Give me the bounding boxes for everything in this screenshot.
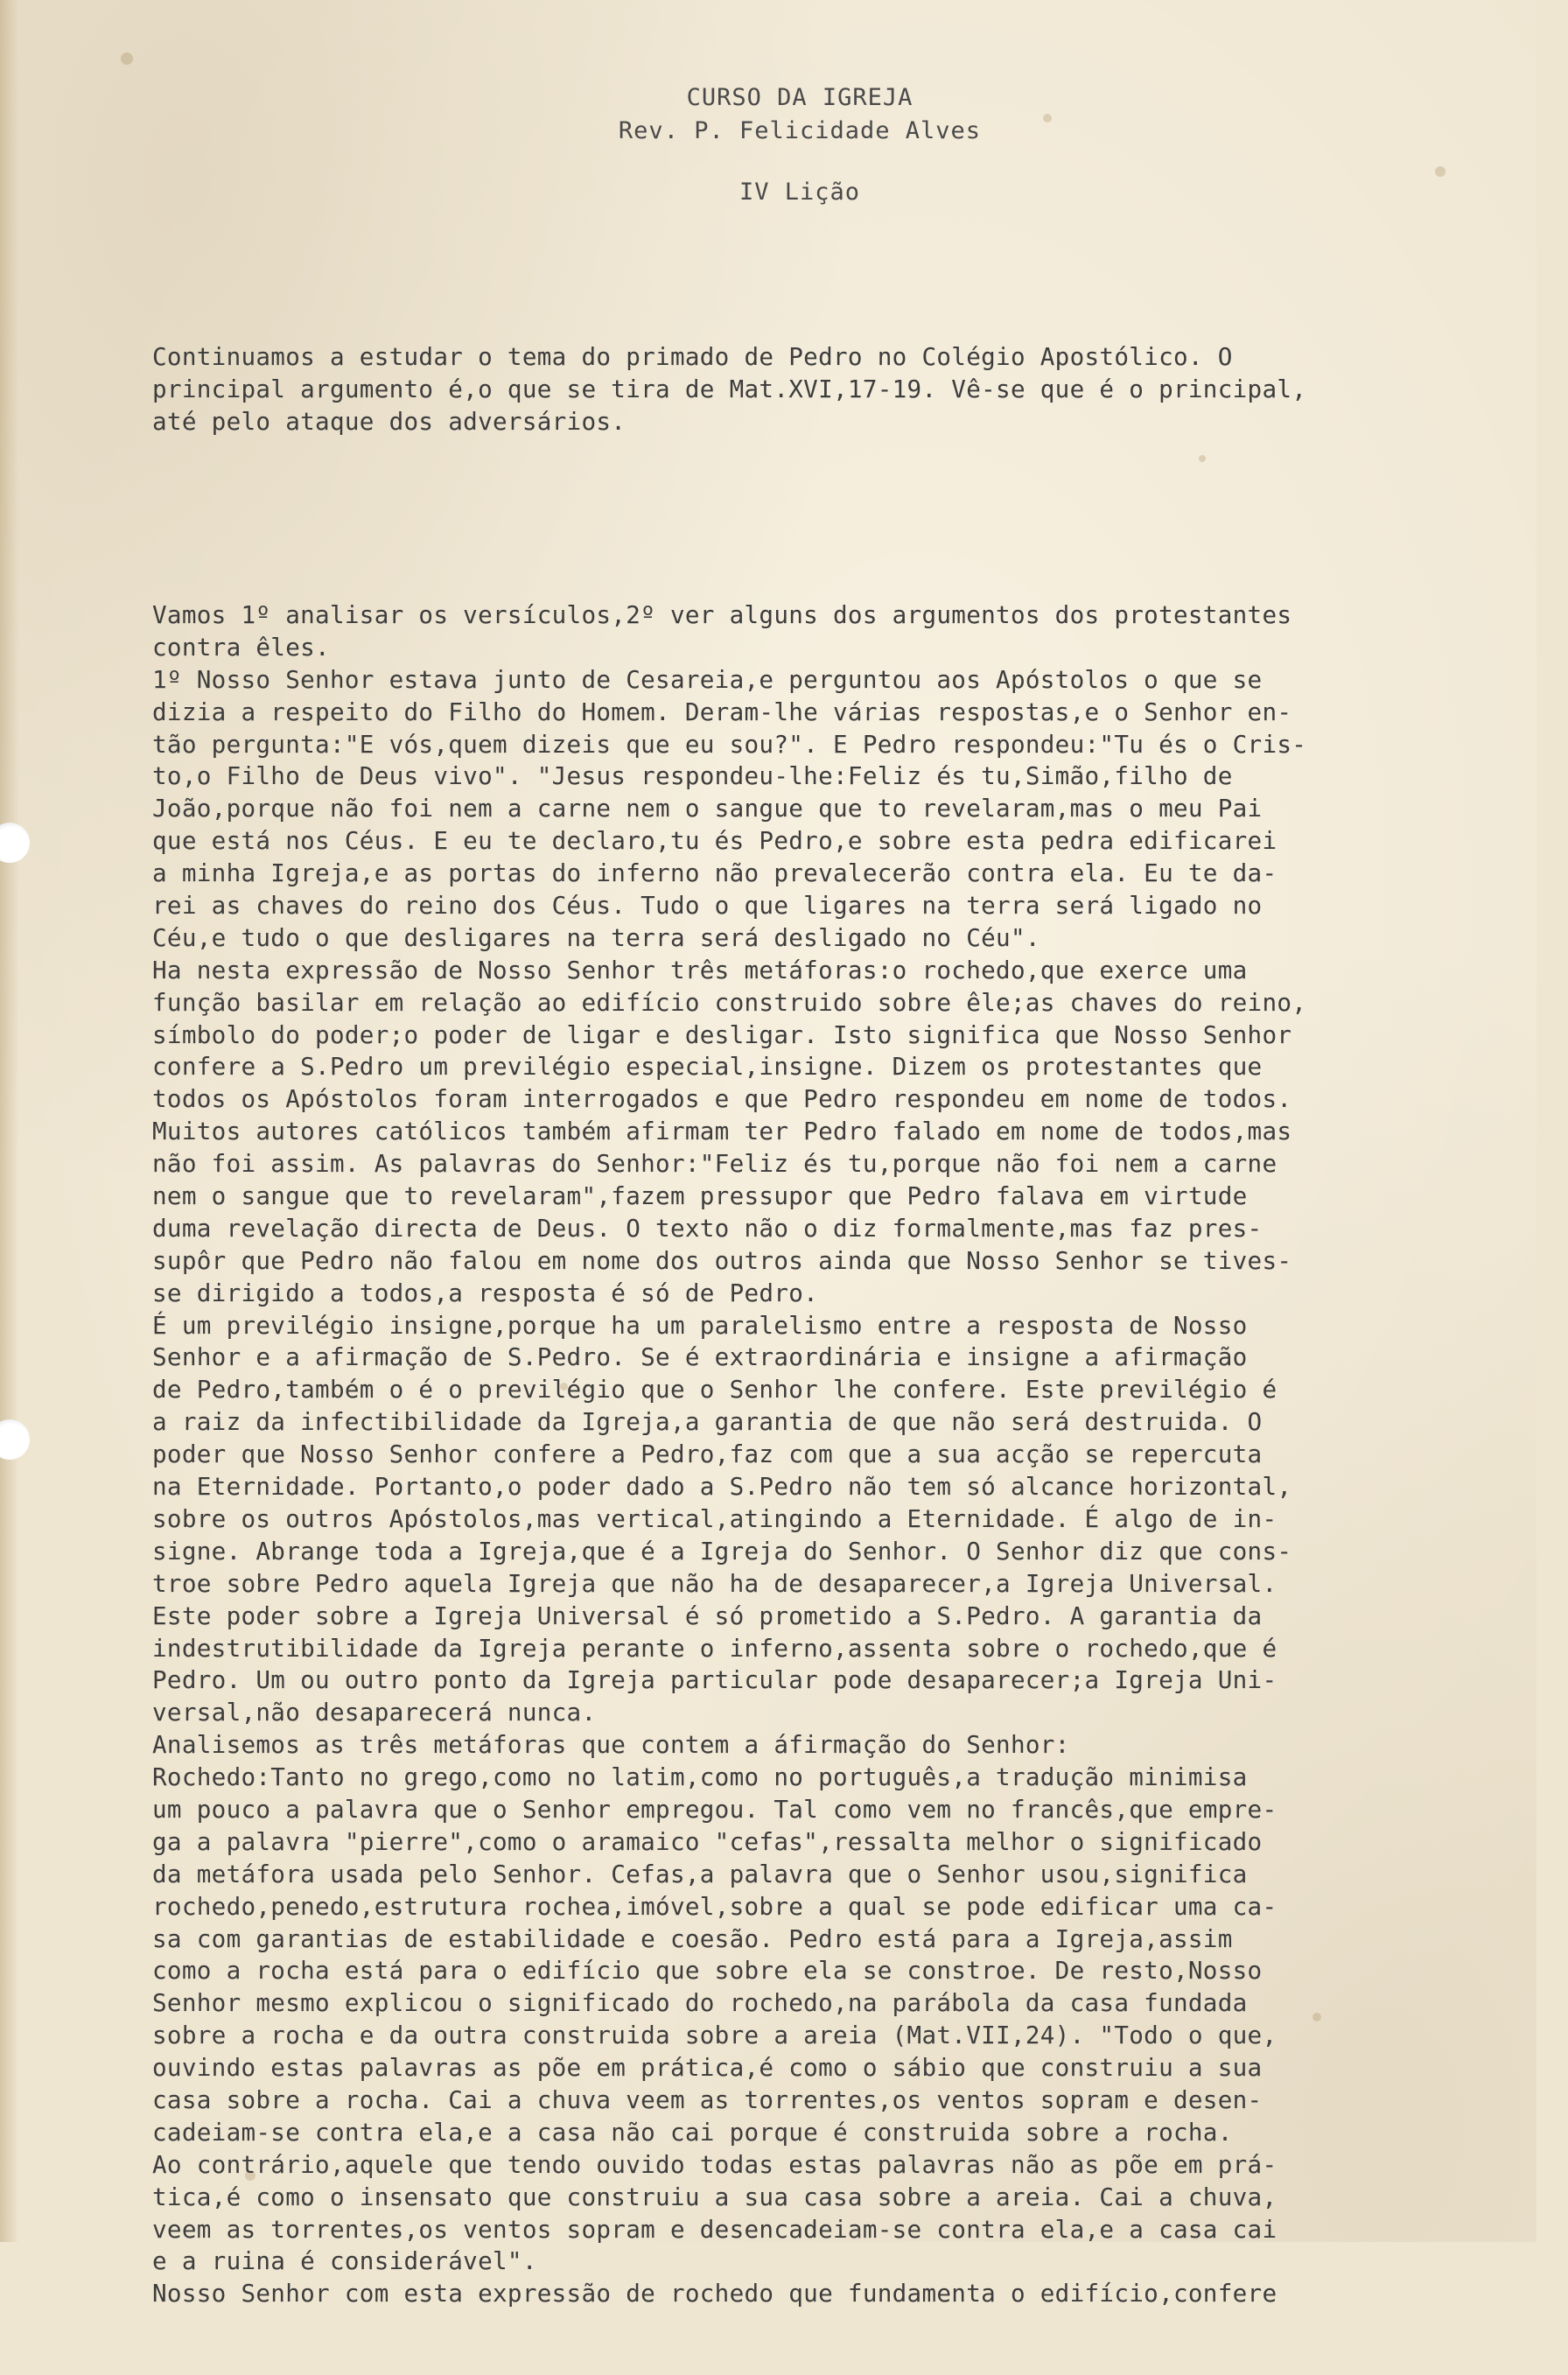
text-line: e a ruina é considerável". — [152, 2246, 537, 2276]
text-line: Este poder sobre a Igreja Universal é só prometido a S.Pedro. A garantia da — [152, 1601, 1263, 1630]
text-line: Senhor e a afirmação de S.Pedro. Se é extraordinária e insigne a afirmação — [152, 1342, 1248, 1372]
text-line: a raiz da infectibilidade da Igreja,a garantia de que não será destruida. O — [152, 1407, 1263, 1437]
text-line: dizia a respeito do Filho do Homem. Deram-lhe várias respostas,e o Senhor en- — [152, 697, 1292, 726]
text-line: Céu,e tudo o que desligares na terra será desligado no Céu". — [152, 922, 1040, 952]
text-line: da metáfora usada pelo Senhor. Cefas,a palavra que o Senhor usou,significa — [152, 1859, 1248, 1888]
text-line: rei as chaves do reino dos Céus. Tudo o que ligares na terra será ligado no — [152, 891, 1263, 921]
text-line: na Eternidade. Portanto,o poder dado a S.Pedro não tem só alcance horizontal, — [152, 1472, 1292, 1502]
course-title: CURSO DA IGREJA — [686, 84, 914, 111]
author-line: Rev. P. Felicidade Alves — [618, 117, 982, 144]
text-line: Ha nesta expressão de Nosso Senhor três metáforas:o rochedo,que exerce uma — [152, 955, 1248, 984]
text-line: tão pergunta:"E vós,quem dizeis que eu sou?". E Pedro respondeu:"Tu és o Cris- — [152, 729, 1307, 759]
text-line: Nosso Senhor com esta expressão de rochedo que fundamenta o edifício,confere — [152, 2279, 1278, 2308]
text-line: contra êles. — [152, 632, 330, 662]
text-line: duma revelação directa de Deus. O texto não o diz formalmente,mas faz pres- — [152, 1213, 1263, 1243]
text-line: signe. Abrange toda a Igreja,que é a Igreja do Senhor. O Senhor diz que cons- — [152, 1536, 1292, 1566]
punch-hole — [0, 1419, 30, 1460]
text-line: nem o sangue que to revelaram",fazem pressupor que Pedro falava em virtude — [152, 1181, 1248, 1211]
text-line: 1º Nosso Senhor estava junto de Cesareia,e perguntou aos Apóstolos o que se — [152, 664, 1263, 694]
paper-stain — [1435, 166, 1446, 177]
lesson-heading: IV Lição — [738, 179, 861, 206]
text-line: todos os Apóstolos foram interrogados e que Pedro respondeu em nome de todos. — [152, 1084, 1292, 1114]
text-line: Pedro. Um ou outro ponto da Igreja particular pode desaparecer;a Igreja Uni- — [152, 1665, 1278, 1695]
text-line: cadeiam-se contra ela,e a casa não cai porque é construida sobre a rocha. — [152, 2117, 1233, 2147]
text-line: ga a palavra "pierre",como o aramaico "cefas",ressalta melhor o significado — [152, 1826, 1263, 1856]
text-line: não foi assim. As palavras do Senhor:"Feliz és tu,porque não foi nem a carne — [152, 1149, 1278, 1179]
text-line: de Pedro,também o é o previlégio que o Senhor lhe confere. Este previlégio é — [152, 1375, 1278, 1405]
text-line: Senhor mesmo explicou o significado do rochedo,na parábola da casa fundada — [152, 1988, 1248, 2018]
text-line: principal argumento é,o que se tira de Mat.XVI,17-19. Vê-se que é o principal, — [152, 374, 1307, 403]
text-line: até pelo ataque dos adversários. — [152, 406, 626, 436]
text-line: que está nos Céus. E eu te declaro,tu és Pedro,e sobre esta pedra edificarei — [152, 826, 1278, 856]
text-line: confere a S.Pedro um previlégio especial,insigne. Dizem os protestantes que — [152, 1052, 1263, 1082]
text-line: veem as torrentes,os ventos sopram e desencadeiam-se contra ela,e a casa cai — [152, 2214, 1278, 2244]
punch-hole — [0, 823, 30, 863]
text-line: sobre os outros Apóstolos,mas vertical,atingindo a Eternidade. É algo de in- — [152, 1503, 1278, 1533]
text-line: sa com garantias de estabilidade e coesão. Pedro está para a Igreja,assim — [152, 1923, 1233, 1953]
text-line: função basilar em relação ao edifício construido sobre êle;as chaves do reino, — [152, 987, 1307, 1017]
text-line: João,porque não foi nem a carne nem o sangue que to revelaram,mas o meu Pai — [152, 794, 1263, 823]
text-line: troe sobre Pedro aquela Igreja que não ha de desaparecer,a Igreja Universal. — [152, 1568, 1278, 1598]
text-line: Continuamos a estudar o tema do primado de Pedro no Colégio Apostólico. O — [152, 341, 1233, 371]
document-body — [152, 277, 1500, 2375]
text-line: versal,não desaparecerá nunca. — [152, 1698, 597, 1727]
text-line: to,o Filho de Deus vivo". "Jesus respondeu-lhe:Feliz és tu,Simão,filho de — [152, 761, 1233, 791]
text-line: indestrutibilidade da Igreja perante o inferno,assenta sobre o rochedo,que é — [152, 1633, 1278, 1663]
text-line: rochedo,penedo,estrutura rochea,imóvel,sobre a qual se pode edificar uma ca- — [152, 1891, 1278, 1921]
text-line: como a rocha está para o edifício que sobre ela se constroe. De resto,Nosso — [152, 1956, 1263, 1986]
paragraph-gap — [152, 502, 1500, 535]
text-line: Rochedo:Tanto no grego,como no latim,como no português,a tradução minimisa — [152, 1762, 1248, 1792]
text-line: Vamos 1º analisar os versículos,2º ver alguns dos argumentos dos protestantes — [152, 600, 1292, 629]
paragraph-intro — [152, 341, 1500, 438]
text-line: casa sobre a rocha. Cai a chuva veem as torrentes,os ventos sopram e desen- — [152, 2084, 1263, 2114]
text-line: supôr que Pedro não falou em nome dos outros ainda que Nosso Senhor se tives- — [152, 1245, 1292, 1275]
text-line: poder que Nosso Senhor confere a Pedro,faz com que a sua acção se repercuta — [152, 1440, 1263, 1469]
text-line: Analisemos as três metáforas que contem a áfirmação do Senhor: — [152, 1730, 1070, 1760]
text-line: símbolo do poder;o poder de ligar e desligar. Isto significa que Nosso Senhor — [152, 1019, 1292, 1049]
paper-stain — [121, 53, 133, 65]
paper-edge-shadow — [0, 0, 19, 2242]
text-line: a minha Igreja,e as portas do inferno não prevalecerão contra ela. Eu te da- — [152, 858, 1278, 888]
text-line: Muitos autores católicos também afirmam ter Pedro falado em nome de todos,mas — [152, 1117, 1292, 1146]
text-line: É um previlégio insigne,porque ha um paralelismo entre a resposta de Nosso — [152, 1310, 1248, 1340]
text-line: se dirigido a todos,a resposta é só de Pedro. — [152, 1278, 819, 1307]
text-line: um pouco a palavra que o Senhor empregou. Tal como vem no francês,que empre- — [152, 1794, 1278, 1824]
text-line: Ao contrário,aquele que tendo ouvido todas estas palavras não as põe em prá- — [152, 2149, 1278, 2179]
text-line: sobre a rocha e da outra construida sobre a areia (Mat.VII,24). "Todo o que, — [152, 2021, 1278, 2050]
paragraph-main — [152, 599, 1500, 2310]
text-line: tica,é como o insensato que construiu a sua casa sobre a areia. Cai a chuva, — [152, 2182, 1278, 2211]
text-line: ouvindo estas palavras as põe em prática,é como o sábio que construiu a sua — [152, 2053, 1263, 2083]
